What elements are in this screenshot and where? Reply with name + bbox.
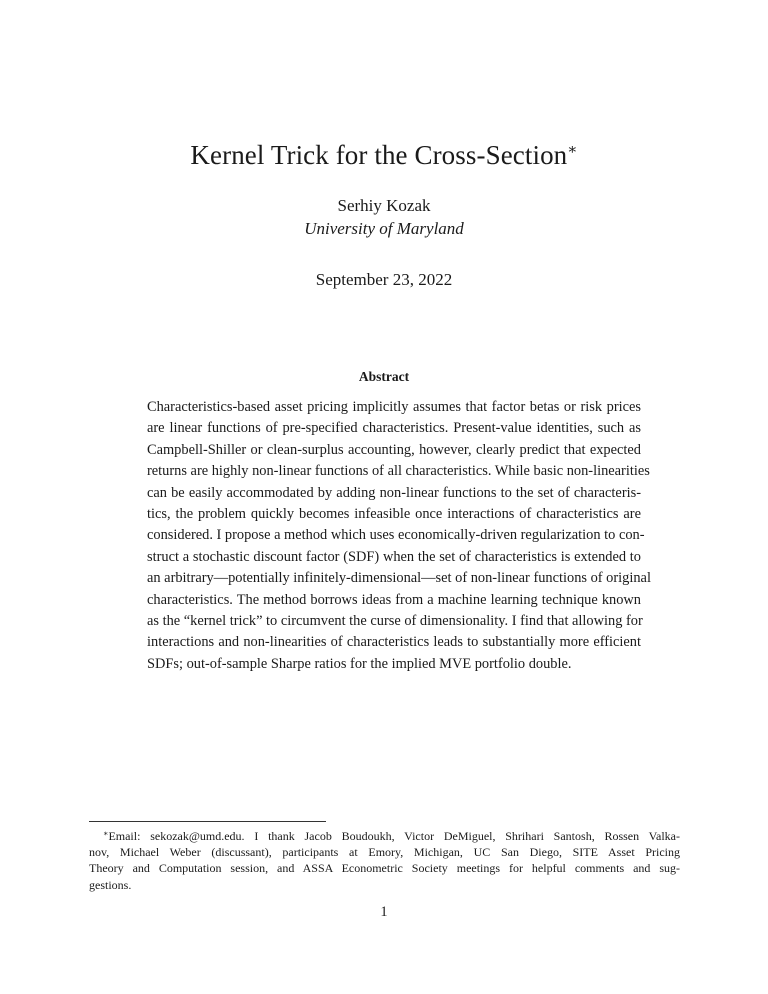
- author-name: Serhiy Kozak: [337, 196, 431, 215]
- abstract-line: tics, the problem quickly becomes infeasible once interactions of characteristics are: [147, 506, 641, 523]
- abstract-line: SDFs; out-of-sample Sharpe ratios for the implied MVE portfolio double.: [147, 655, 572, 672]
- author-affiliation: University of Maryland: [304, 219, 464, 238]
- footnote-line: Theory and Computation session, and ASSA Econometric Society meetings for helpful comments and sug-: [89, 861, 680, 876]
- abstract-line: are linear functions of pre-specified characteristics. Present-value identities, such as: [147, 420, 641, 437]
- abstract-line: struct a stochastic discount factor (SDF) when the set of characteristics is extended to: [147, 548, 641, 565]
- abstract-body: [147, 397, 651, 675]
- footnote-line-text: Email: sekozak@umd.edu. I thank Jacob Boudoukh, Victor DeMiguel, Shrihari Santosh, Rossen Valka-: [108, 829, 680, 843]
- paper-title-text: Kernel Trick for the Cross-Section: [190, 140, 568, 170]
- abstract-line-text: Characteristics-based asset pricing implicitly assumes that factor betas or risk prices: [147, 399, 641, 415]
- abstract-line: Campbell-Shiller or clean-surplus accounting, however, clearly predict that expected: [147, 441, 641, 458]
- abstract-line: characteristics. The method borrows ideas from a machine learning technique known: [147, 591, 641, 608]
- title-footnote-mark: ∗: [567, 142, 578, 158]
- footnote-mark: ∗: [103, 829, 109, 838]
- abstract-line: [147, 397, 641, 418]
- abstract-line: as the “kernel trick” to circumvent the curse of dimensionality. I find that allowing for: [147, 613, 643, 630]
- footnote-line: gestions.: [89, 877, 132, 892]
- footnote-line: nov, Michael Weber (discussant), participants at Emory, Michigan, UC San Diego, SITE Asset Pricing: [89, 845, 680, 860]
- abstract-heading: Abstract: [358, 369, 410, 384]
- abstract-line: can be easily accommodated by adding non-linear functions to the set of characteris-: [147, 484, 641, 501]
- page-number: 1: [380, 904, 388, 920]
- abstract-line: considered. I propose a method which uses economically-driven regularization to con-: [147, 527, 645, 544]
- paper-title: [0, 140, 768, 171]
- footnote-line: [89, 826, 680, 844]
- paper-date: September 23, 2022: [315, 270, 453, 289]
- abstract-line: returns are highly non-linear functions of all characteristics. While basic non-linearities: [147, 463, 650, 480]
- abstract-line: interactions and non-linearities of characteristics leads to substantially more efficient: [147, 634, 641, 651]
- footnote-divider: [89, 821, 326, 822]
- abstract-line: an arbitrary—potentially infinitely-dimensional—set of non-linear functions of original: [147, 570, 651, 587]
- footnote: [89, 826, 680, 893]
